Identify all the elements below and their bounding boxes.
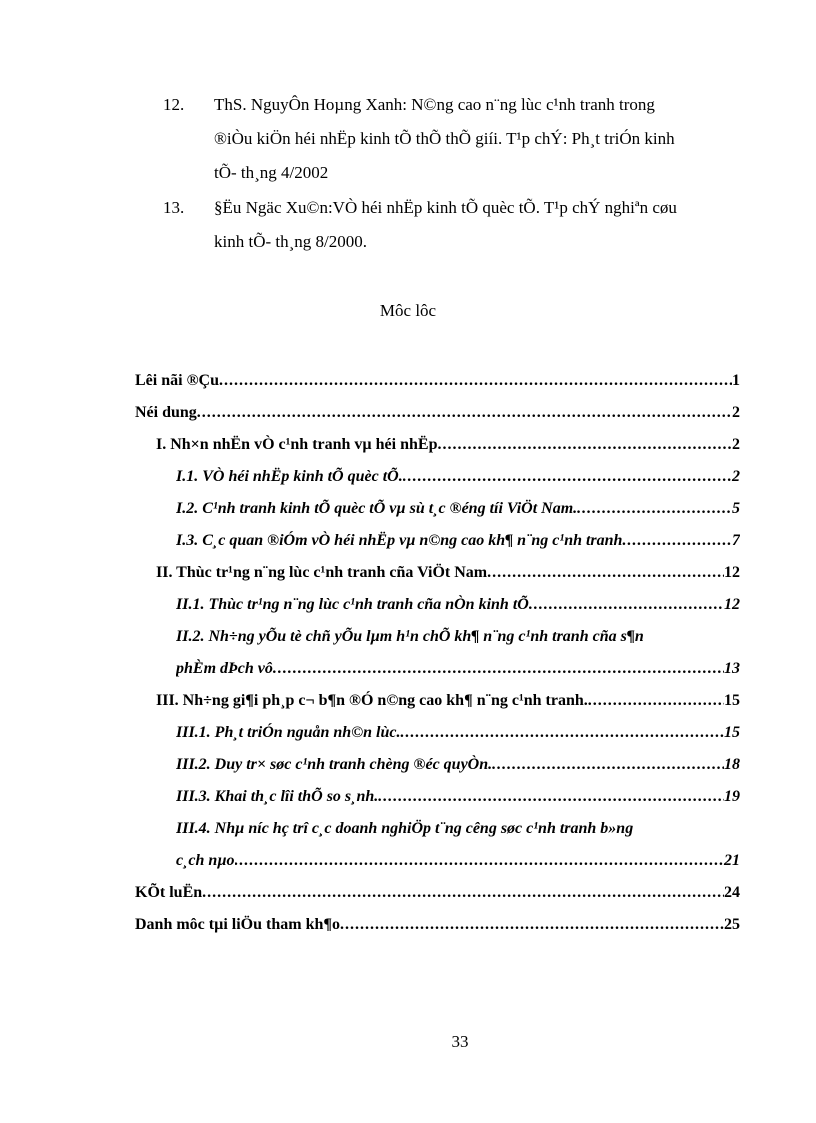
- toc-entry[interactable]: [176, 462, 740, 492]
- toc-entry-page: 15: [724, 724, 740, 741]
- toc-entry-text: KÕt luËn: [135, 884, 203, 901]
- toc-entry-page: 2: [732, 468, 740, 485]
- toc-entry-text: II. Thùc tr¹ng n¨ng lùc c¹nh tranh cña ViÖt Nam: [156, 564, 488, 581]
- toc-entry[interactable]: [135, 910, 740, 940]
- toc-entry-text: III.4. Nhµ níc hç trî c¸c doanh nghiÖp t¨ng cêng søc c¹nh tranh b»ng: [176, 820, 634, 837]
- toc-entry-text: II.1. Thùc tr¹ng n¨ng lùc c¹nh tranh cña nÒn kinh tÕ: [176, 596, 529, 613]
- toc-entry-page: 21: [724, 852, 740, 869]
- toc-entry-text: I. Nh×n nhËn vÒ c¹nh tranh vµ héi nhËp: [156, 436, 438, 453]
- toc-entry[interactable]: [176, 494, 740, 524]
- toc-entry[interactable]: [176, 654, 740, 684]
- toc-entry-page: 5: [732, 500, 740, 517]
- toc-entry[interactable]: [135, 366, 740, 396]
- toc-entry[interactable]: [176, 750, 740, 780]
- toc-entry-text: I.1. VÒ héi nhËp kinh tÕ quèc tÕ.: [176, 468, 403, 485]
- toc-entry[interactable]: [156, 430, 740, 460]
- toc-entry-page: 12: [724, 564, 740, 581]
- toc-entry-text: I.2. C¹nh tranh kinh tÕ quèc tÕ vµ sù t¸c ®éng tíi ViÖt Nam.: [176, 500, 578, 517]
- toc-entry[interactable]: [176, 526, 740, 556]
- toc-entry-page: 25: [724, 916, 740, 933]
- toc-entry[interactable]: [176, 814, 740, 844]
- toc-entry[interactable]: [176, 590, 740, 620]
- toc-entry-text: Néi dung: [135, 404, 197, 421]
- toc-entry-page: 13: [724, 660, 740, 677]
- toc-entry[interactable]: [156, 558, 740, 588]
- toc-entry-text: III.2. Duy tr× søc c¹nh tranh chèng ®éc quyÒn.: [176, 756, 493, 773]
- toc-entry-page: 18: [724, 756, 740, 773]
- toc-entry[interactable]: [156, 686, 740, 716]
- reference-line: §Ëu Ngäc Xu©n:VÒ héi nhËp kinh tÕ quèc tÕ. T¹p chÝ nghiªn cøu: [214, 198, 677, 217]
- toc-entry[interactable]: [176, 782, 740, 812]
- toc-entry-page: 19: [724, 788, 740, 805]
- toc-entry-page: 15: [724, 692, 740, 709]
- toc-entry-text: Lêi nãi ®Çu: [135, 372, 219, 389]
- toc-entry-page: 1: [732, 372, 740, 389]
- toc-entry-text: I.3. C¸c quan ®iÓm vÒ héi nhËp vµ n©ng cao kh¶ n¨ng c¹nh tranh: [176, 532, 623, 549]
- toc-entry-page: 2: [732, 404, 740, 421]
- toc-entry-text: III.1. Ph¸t triÓn nguån nh©n lùc.: [176, 724, 401, 741]
- toc-entry-text: c¸ch nµo: [176, 852, 235, 869]
- toc-entry-text: Danh môc tµi liÖu tham kh¶o: [135, 916, 340, 933]
- toc-entry[interactable]: [135, 878, 740, 908]
- toc-entry-text: III.3. Khai th¸c lîi thÕ so s¸nh.: [176, 788, 379, 805]
- reference-number: 13.: [163, 198, 185, 217]
- reference-line: tÕ- th¸ng 4/2002: [214, 163, 329, 182]
- toc-entry[interactable]: [135, 398, 740, 428]
- toc-entry[interactable]: [176, 718, 740, 748]
- toc-entry-page: 12: [724, 596, 740, 613]
- toc-entry-page: 7: [732, 532, 740, 549]
- toc-entry-text: II.2. Nh÷ng yÕu tè chñ yÕu lµm h¹n chÕ kh¶ n¨ng c¹nh tranh cña s¶n: [176, 628, 644, 645]
- toc-entry[interactable]: [176, 622, 740, 652]
- toc-entry[interactable]: [176, 846, 740, 876]
- reference-line: ®iÒu kiÖn héi nhËp kinh tÕ thÕ thÕ giíi. T¹p chÝ: Ph¸t triÓn kinh: [214, 129, 675, 148]
- toc-title: Môc lôc: [379, 301, 437, 320]
- toc-entry-page: 24: [724, 884, 740, 901]
- reference-line: kinh tÕ- th¸ng 8/2000.: [214, 232, 367, 251]
- toc-entry-page: 2: [732, 436, 740, 453]
- toc-entry-text: III. Nh÷ng gi¶i ph¸p c¬ b¶n ®Ó n©ng cao kh¶ n¨ng c¹nh tranh.: [156, 692, 588, 709]
- page-number: 33: [451, 1032, 469, 1051]
- reference-line: ThS. NguyÔn Hoµng Xanh: N©ng cao n¨ng lùc c¹nh tranh trong: [214, 95, 655, 114]
- toc-entry-text: phÈm dÞch vô: [176, 660, 273, 677]
- reference-number: 12.: [163, 95, 185, 114]
